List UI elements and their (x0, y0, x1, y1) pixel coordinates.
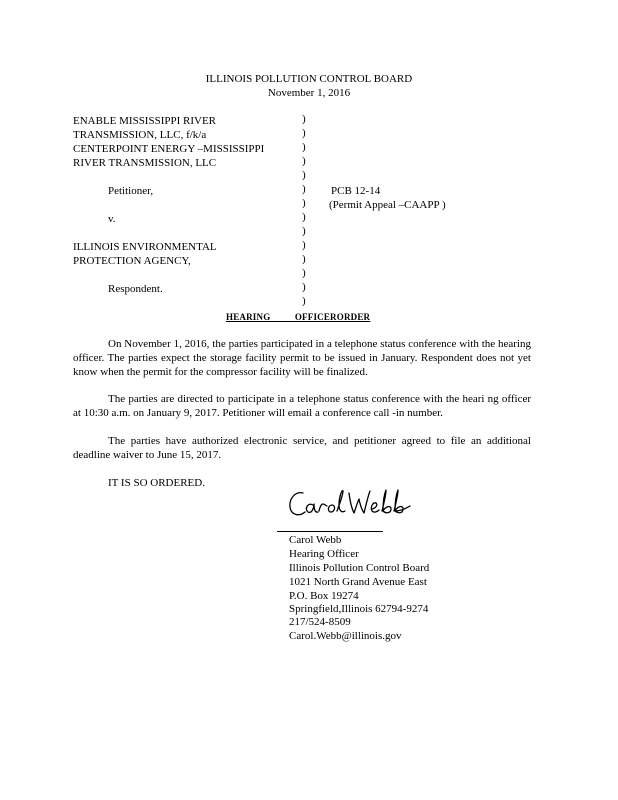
respondent-name-line-2: PROTECTION AGENCY, (73, 255, 191, 267)
paren: ) (302, 295, 306, 307)
paren: ) (302, 155, 306, 167)
paren: ) (302, 239, 306, 251)
signer-name: Carol Webb (289, 534, 342, 546)
signer-email: Carol.Webb@illinois.gov (289, 630, 402, 642)
signature-line (277, 531, 383, 532)
paren: ) (302, 211, 306, 223)
respondent-name-line-1: ILLINOIS ENVIRONMENTAL (73, 241, 217, 253)
petitioner-name-line-3: CENTERPOINT ENERGY –MISSISSIPPI (73, 143, 265, 155)
case-number: PCB 12-14 (331, 185, 381, 197)
paren: ) (302, 169, 306, 181)
handwritten-signature (287, 487, 413, 523)
signer-po-box: P.O. Box 19274 (289, 590, 359, 602)
petitioner-label: Petitioner, (108, 185, 154, 197)
paren: ) (302, 225, 306, 237)
paren: ) (302, 253, 306, 265)
paren: ) (302, 113, 306, 125)
paren: ) (302, 197, 306, 209)
order-title: HEARING OFFICERORDER (226, 312, 371, 322)
case-type: (Permit Appeal –CAAPP ) (329, 199, 446, 211)
petitioner-name-line-2: TRANSMISSION, LLC, f/k/a (73, 129, 207, 141)
paragraph-1: On November 1, 2016, the parties participated in a telephone status conference with the hearing officer. The parties expect the storage facility permit to be issued in January. Respondent does not yet know when the permit for the compressor facility will be finalized. (73, 338, 531, 378)
paragraph-3: The parties have authorized electronic service, and petitioner agreed to file an additional deadline waiver to June 15, 2017. (73, 435, 531, 461)
order-date: November 1, 2016 (267, 87, 351, 99)
signer-organization: Illinois Pollution Control Board (289, 562, 430, 574)
signer-city-state-zip: Springfield,Illinois 62794-9274 (289, 603, 429, 615)
closing-statement: IT IS SO ORDERED. (108, 477, 205, 489)
signer-title: Hearing Officer (289, 548, 359, 560)
paren: ) (302, 141, 306, 153)
paren: ) (302, 127, 306, 139)
paragraph-2: The parties are directed to participate in a telephone status conference with the heari ng officer at 10:30 a.m. on January 9, 2017. Petitioner will email a conference call -in number. (73, 393, 531, 419)
paren: ) (302, 183, 306, 195)
petitioner-name-line-4: RIVER TRANSMISSION, LLC (73, 157, 217, 169)
signer-phone: 217/524-8509 (289, 616, 351, 628)
petitioner-name-line-1: ENABLE MISSISSIPPI RIVER (73, 115, 217, 127)
signer-street-address: 1021 North Grand Avenue East (289, 576, 427, 588)
board-name: ILLINOIS POLLUTION CONTROL BOARD (205, 73, 413, 85)
paren: ) (302, 281, 306, 293)
respondent-label: Respondent. (108, 283, 163, 295)
caption-parenthesis-column (302, 112, 306, 308)
versus-label: v. (108, 213, 116, 225)
paren: ) (302, 267, 306, 279)
